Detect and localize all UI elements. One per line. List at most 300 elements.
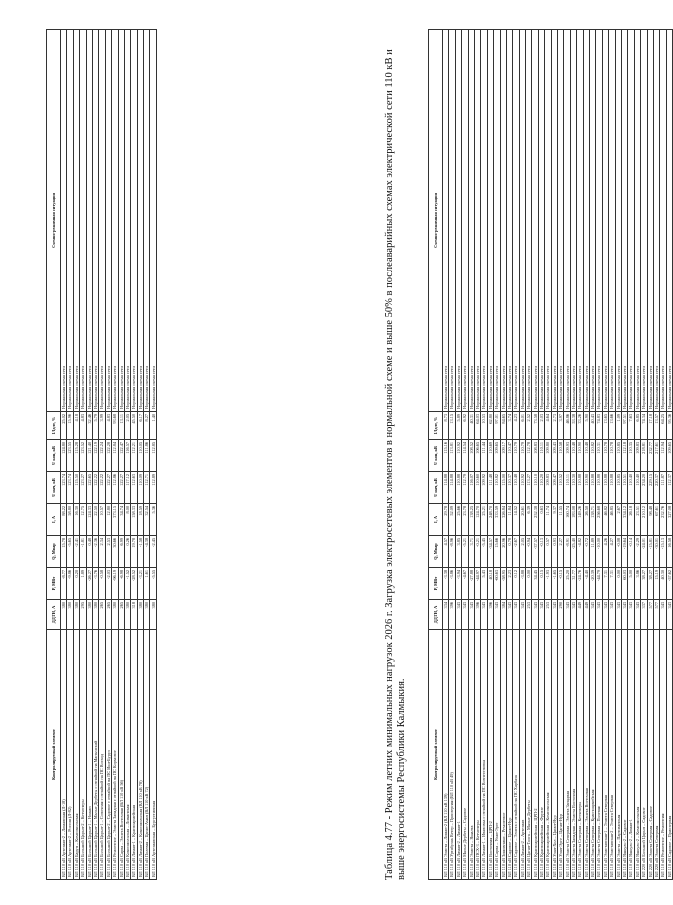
column-header: ДДТН, А [47, 600, 61, 630]
value-cell: -3.88 [519, 568, 525, 600]
value-cell: -37.57 [532, 536, 538, 568]
value-cell: 111.48 [487, 472, 493, 504]
value-cell: 112.84 [112, 440, 118, 472]
value-cell: 4.83 [105, 412, 111, 440]
value-cell: -5.55 [150, 568, 156, 600]
value-cell: 123.55 [67, 440, 73, 472]
value-cell: 333.59 [494, 504, 500, 536]
value-cell: 34.74 [118, 504, 124, 536]
value-cell: 114.88 [449, 472, 455, 504]
value-cell: 110.82 [494, 472, 500, 504]
value-cell: 3.99 [99, 412, 105, 440]
value-cell: 16.30 [73, 504, 79, 536]
value-cell: 110.05 [137, 440, 143, 472]
value-cell: 122.27 [118, 472, 124, 504]
value-cell: -5.21 [462, 536, 468, 568]
value-cell: -24.01 [641, 536, 647, 568]
value-cell: 13.11 [118, 412, 124, 440]
value-cell: 2.53 [105, 536, 111, 568]
value-cell: 40.18 [487, 568, 493, 600]
element-name-cell: ВЛ 110 кВ Лиман-2 – Лиман-1 [455, 630, 461, 880]
value-cell: -1.52 [124, 568, 130, 600]
element-name-cell: ВЛ 110 кВ Артезиан-2 – Россия (Л-82) [67, 630, 73, 880]
value-cell: 110.79 [513, 440, 519, 472]
value-cell: 123.74 [67, 472, 73, 504]
value-cell: 0.93 [551, 536, 557, 568]
element-name-cell: ВЛ 110 кВ Малые Дербеты – Садовое [462, 630, 468, 880]
value-cell: 112.89 [150, 472, 156, 504]
value-cell: 11.55 [558, 504, 564, 536]
regime-cell: Нормальная схема сети [577, 30, 583, 412]
value-cell: 112.63 [131, 472, 137, 504]
value-cell: -1.65 [551, 568, 557, 600]
table-header-row [429, 30, 443, 880]
value-cell: 112.94 [660, 440, 666, 472]
value-cell: 10.53 [481, 412, 487, 440]
value-cell: 17.18 [647, 412, 653, 440]
regime-cell: Нормальная схема сети [596, 30, 602, 412]
value-cell: 10.57 [99, 504, 105, 536]
value-cell: 38.27 [647, 568, 653, 600]
value-cell: 110.11 [564, 472, 570, 504]
value-cell: 93.68 [112, 412, 118, 440]
value-cell: 343 [455, 600, 461, 630]
value-cell: -0.21 [474, 536, 480, 568]
value-cell: 256.68 [596, 504, 602, 536]
value-cell: 380 [73, 600, 79, 630]
regime-cell: Нормальная схема сети [666, 30, 672, 412]
value-cell: 122.22 [99, 472, 105, 504]
value-cell: 95.36 [666, 412, 672, 440]
value-cell: 122.65 [86, 472, 92, 504]
value-cell: 110.82 [589, 440, 595, 472]
value-cell: 122.47 [118, 440, 124, 472]
value-cell: 26.50 [583, 504, 589, 536]
element-name-cell: ВЛ 220 кВ Большой Царын – Садовое [641, 630, 647, 880]
regime-cell: Нормальная схема сети [150, 30, 156, 412]
value-cell: 110.48 [513, 472, 519, 504]
value-cell: 84.65 [500, 412, 506, 440]
regime-cell: Нормальная схема сети [481, 30, 487, 412]
value-cell: 6.99 [118, 536, 124, 568]
regime-cell: Нормальная схема сети [105, 30, 111, 412]
regime-cell: Нормальная схема сети [513, 30, 519, 412]
value-cell: 124.33 [86, 504, 92, 536]
value-cell: 149.26 [577, 504, 583, 536]
value-cell: 110.92 [455, 440, 461, 472]
value-cell: 121.40 [86, 440, 92, 472]
regime-cell: Нормальная схема сети [558, 30, 564, 412]
value-cell: 217.61 [653, 440, 659, 472]
value-cell: 109.43 [551, 440, 557, 472]
regime-cell: Нормальная схема сети [519, 30, 525, 412]
element-name-cell: ВЛ 220 кВ Элиста Северная – Садовое [647, 630, 653, 880]
element-name-cell: ВЛ 110 кВ Садовое – Приозерная [666, 630, 672, 880]
value-cell: 88.22 [61, 504, 67, 536]
regime-cell: Нормальная схема сети [80, 30, 86, 412]
regime-cell: Нормальная схема сети [112, 30, 118, 412]
value-cell: 380 [137, 600, 143, 630]
value-cell: 380 [67, 600, 73, 630]
value-cell: 577 [647, 600, 653, 630]
element-name-cell: ВЛ 110 кВ Комсомольская – Лиманская [124, 630, 130, 880]
element-name-cell: ВЛ 110 кВ Большой Царын-1 – Ножин [86, 630, 92, 880]
regime-cell: Нормальная схема сети [641, 30, 647, 412]
value-cell: 1.61 [144, 568, 150, 600]
value-cell: 5.36 [150, 504, 156, 536]
value-cell: 334.12 [621, 504, 627, 536]
value-cell: 334 [443, 600, 449, 630]
value-cell: -6.98 [118, 568, 124, 600]
value-cell: -3.76 [92, 568, 98, 600]
value-cell: 109.65 [666, 440, 672, 472]
value-cell: -2.41 [73, 536, 79, 568]
table-bottom [46, 29, 157, 880]
element-name-cell: ВЛ 110 кВ Элиста Северная – Элиста Западная [564, 630, 570, 880]
value-cell: 15.96 [67, 412, 73, 440]
value-cell: 0.26 [124, 536, 130, 568]
element-name-cell: ВЛ 110 кВ Улан-Эрге – Цаган-Нур [558, 630, 564, 880]
table-row [150, 30, 156, 880]
value-cell: 396 [487, 600, 493, 630]
value-cell: 46.86 [564, 412, 570, 440]
element-name-cell: ВЛ 110 кВ Большой Царын-1 – Малые Дербеты с отпайкой на Манычский [92, 630, 98, 880]
value-cell: 40.30 [660, 568, 666, 600]
value-cell: 343 [596, 600, 602, 630]
value-cell: 110.51 [621, 472, 627, 504]
value-cell: 110.31 [596, 440, 602, 472]
value-cell: 327.08 [666, 504, 672, 536]
element-name-cell: ВЛ 110 кВ Большой Царын-2 – Кетченеры [80, 630, 86, 880]
value-cell: 6.85 [634, 412, 640, 440]
value-cell: 8.73 [443, 412, 449, 440]
value-cell: 158.33 [131, 504, 137, 536]
value-cell: 5.00 [628, 568, 634, 600]
value-cell: 114.54 [462, 440, 468, 472]
value-cell: -1.58 [137, 536, 143, 568]
rotated-content [26, 30, 672, 880]
value-cell: -28.52 [131, 568, 137, 600]
element-name-cell: ВЛ 110 кВ Лиман-2 – Комсомольская (ВЛ 110 кВ 78) [137, 630, 143, 880]
value-cell: 111.87 [660, 472, 666, 504]
element-name-cell: ВЛ 110 кВ Элиста Северная – Красноармейская [589, 630, 595, 880]
value-cell: 110.48 [583, 440, 589, 472]
value-cell: 32.46 [86, 412, 92, 440]
value-cell: 110.88 [609, 472, 615, 504]
value-cell: -2.03 [105, 568, 111, 600]
value-cell: 109.83 [545, 472, 551, 504]
element-name-cell: ВЛ 110 кВ Сарпа – Улан-Эрге [494, 630, 500, 880]
value-cell: 343 [532, 600, 538, 630]
regime-cell: Нормальная схема сети [570, 30, 576, 412]
value-cell: -44.97 [474, 568, 480, 600]
value-cell: 2.03 [538, 412, 544, 440]
value-cell: 6.39 [526, 504, 532, 536]
column-header: P, МВт [429, 568, 443, 600]
value-cell: 380 [92, 600, 98, 630]
value-cell: 380 [124, 600, 130, 630]
table-row [666, 30, 672, 880]
value-cell: 11.84 [506, 504, 512, 536]
value-cell: 4.64 [545, 412, 551, 440]
value-cell: 110.90 [577, 440, 583, 472]
column-header: Схемно-режимная ситуация [47, 30, 61, 412]
column-header: ДДТН, А [429, 600, 443, 630]
value-cell: -1.81 [80, 536, 86, 568]
value-cell: 1.89 [80, 568, 86, 600]
element-name-cell: ВЛ 110 кВ Лиман-1 – Ивановка с отпайкой на ПС Вознесеновка [481, 630, 487, 880]
value-cell: 110.88 [577, 472, 583, 504]
regime-cell: Нормальная схема сети [500, 30, 506, 412]
regime-cell: Нормальная схема сети [455, 30, 461, 412]
element-name-cell: ВЛ 110 кВ Большой Царын-1 – Сопочная с отпайкой на ПС Восход [99, 630, 105, 880]
table-body [61, 30, 157, 880]
value-cell: -2.45 [150, 536, 156, 568]
value-cell: 73.58 [532, 412, 538, 440]
value-cell: 113.27 [526, 472, 532, 504]
regime-cell: Нормальная схема сети [647, 30, 653, 412]
value-cell: -4.67 [462, 568, 468, 600]
regime-cell: Нормальная схема сети [602, 30, 608, 412]
value-cell: 33.26 [577, 412, 583, 440]
value-cell: 109.92 [481, 472, 487, 504]
value-cell: 58.80 [67, 504, 73, 536]
element-name-cell: ВЛ 110 кВ Элиставская-2 – Элиста Северная [609, 630, 615, 880]
value-cell: 74.83 [596, 412, 602, 440]
value-cell: 115.16 [443, 440, 449, 472]
value-cell: 64.03 [474, 412, 480, 440]
value-cell: 218.81 [641, 440, 647, 472]
value-cell: 290 [558, 600, 564, 630]
value-cell: 2.34 [99, 536, 105, 568]
value-cell: 5.90 [583, 412, 589, 440]
value-cell: 112.86 [112, 472, 118, 504]
value-cell: 110.47 [506, 440, 512, 472]
value-cell: 6.92 [462, 412, 468, 440]
value-cell: 3.86 [634, 568, 640, 600]
value-cell: 67.61 [653, 504, 659, 536]
regime-cell: Нормальная схема сети [92, 30, 98, 412]
value-cell: 343 [570, 600, 576, 630]
element-name-cell: ВЛ 110 кВ Улан-Хол – Цаган-Нур [551, 630, 557, 880]
value-cell: 0.48 [86, 536, 92, 568]
value-cell: 449 [577, 600, 583, 630]
value-cell: 45.50 [131, 412, 137, 440]
value-cell: -2.67 [513, 536, 519, 568]
value-cell: 110.09 [137, 472, 143, 504]
value-cell: -57.62 [666, 568, 672, 600]
column-header: I, А [47, 504, 61, 536]
value-cell: 110.58 [558, 440, 564, 472]
value-cell: 0.78 [506, 536, 512, 568]
value-cell: 110.85 [615, 440, 621, 472]
value-cell: 109.65 [494, 440, 500, 472]
element-name-cell: ВЛ 110 кВ Элиста Северная – Кетченеры [577, 630, 583, 880]
value-cell: 40.31 [468, 412, 474, 440]
element-name-cell: ВЛ 110 кВ Полевая – Цаган-Аман (ВЛ 110 кВ 72) [144, 630, 150, 880]
value-cell: 23.51 [634, 504, 640, 536]
value-cell: 8.00 [124, 504, 130, 536]
value-cell: -0.58 [99, 568, 105, 600]
column-header: U кон, кВ [47, 440, 61, 472]
column-header: Q, Мвар [47, 536, 61, 568]
value-cell: 110.78 [602, 440, 608, 472]
value-cell: 343 [468, 600, 474, 630]
column-header: Q, Мвар [429, 536, 443, 568]
value-cell: -3.21 [137, 568, 143, 600]
value-cell: 113.81 [449, 440, 455, 472]
value-cell: 4.23 [513, 412, 519, 440]
value-cell: 116.07 [468, 472, 474, 504]
value-cell: -58.95 [500, 568, 506, 600]
value-cell: 109.80 [545, 440, 551, 472]
regime-cell: Нормальная схема сети [621, 30, 627, 412]
regime-cell: Нормальная схема сети [494, 30, 500, 412]
value-cell: 115.50 [73, 472, 79, 504]
value-cell: 110.78 [609, 440, 615, 472]
regime-cell: Нормальная схема сети [589, 30, 595, 412]
value-cell: 2.05 [519, 536, 525, 568]
column-header: U кон, кВ [429, 440, 443, 472]
value-cell: 112.37 [666, 472, 672, 504]
value-cell: -5.65 [67, 536, 73, 568]
value-cell: 220.37 [653, 472, 659, 504]
value-cell: 15.66 [494, 536, 500, 568]
value-cell: 343 [462, 600, 468, 630]
value-cell: 110.79 [519, 440, 525, 472]
element-name-cell: ВЛ 110 кВ Ремонтное – Элиста Западная с отпайкой на ПС Кормовое [112, 630, 118, 880]
value-cell: 20.61 [519, 504, 525, 536]
value-cell: 31.77 [570, 568, 576, 600]
value-cell: -5.45 [481, 536, 487, 568]
regime-cell: Нормальная схема сети [660, 30, 666, 412]
value-cell: 52.09 [449, 504, 455, 536]
value-cell: 74.34 [641, 412, 647, 440]
regime-cell: Нормальная схема сети [462, 30, 468, 412]
value-cell: -0.94 [526, 536, 532, 568]
value-cell: 110.37 [506, 472, 512, 504]
regime-cell: Нормальная схема сети [73, 30, 79, 412]
value-cell: 106.65 [474, 440, 480, 472]
value-cell: 343 [634, 600, 640, 630]
regime-cell: Нормальная схема сети [538, 30, 544, 412]
value-cell: 343 [513, 600, 519, 630]
value-cell: 123.27 [80, 472, 86, 504]
regime-cell: Нормальная схема сети [468, 30, 474, 412]
element-name-cell: ВЛ 110 кВ Цаган-Толга – Малые Дербеты [526, 630, 532, 880]
value-cell: 253 [545, 600, 551, 630]
value-cell: 5.89 [455, 412, 461, 440]
value-cell: 122.19 [92, 440, 98, 472]
value-cell: -4.82 [577, 536, 583, 568]
value-cell: 22.50 [92, 504, 98, 536]
value-cell: 5.43 [481, 568, 487, 600]
value-cell: -30.01 [653, 536, 659, 568]
regime-cell: Нормальная схема сети [506, 30, 512, 412]
value-cell: 8.27 [144, 412, 150, 440]
value-cell: 380 [61, 600, 67, 630]
element-name-cell: ВЛ 110 кВ Барун – Комсомольская [73, 630, 79, 880]
value-cell: 252.38 [532, 504, 538, 536]
value-cell: 122.27 [105, 472, 111, 504]
value-cell: 343 [506, 600, 512, 630]
value-cell: -0.15 [558, 568, 564, 600]
regime-cell: Нормальная схема сети [551, 30, 557, 412]
column-header: I/Iдлт, % [429, 412, 443, 440]
element-name-cell: ВЛ 110 кВ ПСХ-3 – Кетченеры [474, 630, 480, 880]
value-cell: -2.29 [634, 536, 640, 568]
column-header: Контролируемый элемент [429, 630, 443, 880]
regime-cell: Нормальная схема сети [61, 30, 67, 412]
element-name-cell: ВЛ 110 кВ Яшкуль-2 – Садовое [621, 630, 627, 880]
value-cell: 253 [526, 600, 532, 630]
value-cell: 23.78 [462, 504, 468, 536]
value-cell: 15.78 [61, 536, 67, 568]
element-name-cell: ВЛ 110 кВ Элиста Северная – Полевая [596, 630, 602, 880]
value-cell: 110.92 [519, 472, 525, 504]
element-name-cell: ВЛ 110 кВ Артезиан-2 – Лиманская (Л-18) [61, 630, 67, 880]
value-cell: 110.88 [602, 472, 608, 504]
element-name-cell: ВЛ 110 кВ Лиман-1 – Красноармейская [131, 630, 137, 880]
value-cell: 2.05 [124, 412, 130, 440]
value-cell: 14.52 [513, 504, 519, 536]
value-cell: 60.03 [621, 568, 627, 600]
value-cell: -3.38 [443, 568, 449, 600]
value-cell: -20.39 [589, 568, 595, 600]
value-cell: 26.18 [628, 504, 634, 536]
value-cell: 111.86 [144, 440, 150, 472]
column-header: Схемно-режимная ситуация [429, 30, 443, 412]
value-cell: 114.88 [443, 472, 449, 504]
regime-cell: Нормальная схема сети [144, 30, 150, 412]
regime-cell: Нормальная схема сети [615, 30, 621, 412]
value-cell: 19.78 [131, 536, 137, 568]
regime-cell: Нормальная схема сети [487, 30, 493, 412]
column-header: U нач, кВ [429, 472, 443, 504]
value-cell: 1.09 [615, 412, 621, 440]
element-name-cell: ВЛ 110 кВ Большой Царын-2 – Садовое с отпайкой на ПС Ики-Бурул [105, 630, 111, 880]
value-cell: 343 [481, 600, 487, 630]
value-cell: 2.73 [551, 412, 557, 440]
regime-cell: Нормальная схема сети [583, 30, 589, 412]
value-cell: 380 [150, 600, 156, 630]
value-cell: 11.89 [589, 536, 595, 568]
value-cell: 18.59 [137, 504, 143, 536]
value-cell: 343 [615, 600, 621, 630]
regime-cell: Нормальная схема сети [131, 30, 137, 412]
value-cell: 5.79 [92, 412, 98, 440]
value-cell: 110.88 [596, 472, 602, 504]
value-cell: 0.00 [526, 568, 532, 600]
value-cell: 110.20 [538, 472, 544, 504]
value-cell: 112.18 [621, 440, 627, 472]
value-cell: -4.38 [144, 536, 150, 568]
value-cell: -3.94 [455, 568, 461, 600]
value-cell: -9.86 [67, 568, 73, 600]
value-cell: -2.36 [92, 536, 98, 568]
value-cell: 13.15 [449, 412, 455, 440]
value-cell: 0.63 [538, 504, 544, 536]
regime-cell: Нормальная схема сети [532, 30, 538, 412]
column-header: Контролируемый элемент [47, 630, 61, 880]
value-cell: 343 [538, 600, 544, 630]
value-cell: 109.93 [564, 440, 570, 472]
value-cell: 265 [118, 600, 124, 630]
column-header: I, А [429, 504, 443, 536]
regime-cell: Нормальная схема сети [443, 30, 449, 412]
element-name-cell: ВЛ 110 кВ Артезианская – Бургустинская [150, 630, 156, 880]
value-cell: 16.58 [666, 536, 672, 568]
